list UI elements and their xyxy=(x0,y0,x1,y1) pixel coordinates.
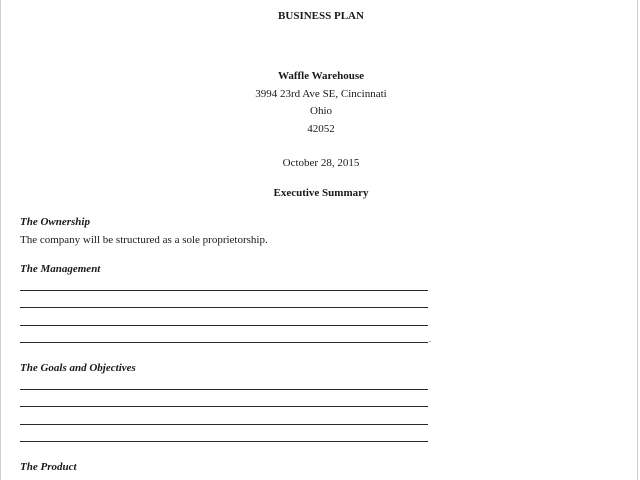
company-street-address: 3994 23rd Ave SE, Cincinnati xyxy=(255,88,387,100)
document-title: BUSINESS PLAN xyxy=(278,10,364,22)
goals-heading: The Goals and Objectives xyxy=(20,362,136,374)
product-heading: The Product xyxy=(20,461,77,473)
document-date: October 28, 2015 xyxy=(282,157,360,169)
goals-line-3[interactable] xyxy=(20,424,428,425)
company-state: Ohio xyxy=(310,105,332,117)
management-line-3[interactable] xyxy=(20,325,428,326)
management-heading: The Management xyxy=(20,263,101,275)
goals-line-4[interactable] xyxy=(20,441,428,442)
company-name: Waffle Warehouse xyxy=(277,70,365,82)
ownership-heading: The Ownership xyxy=(20,216,90,228)
goals-line-2[interactable] xyxy=(20,406,428,407)
management-line-1[interactable] xyxy=(20,290,428,291)
executive-summary-heading: Executive Summary xyxy=(273,187,369,199)
management-line-4[interactable] xyxy=(20,342,428,343)
goals-line-1[interactable] xyxy=(20,389,428,390)
company-zip: 42052 xyxy=(307,123,335,135)
management-line-2[interactable] xyxy=(20,307,428,308)
management-end-mark: . xyxy=(429,334,432,344)
ownership-text: The company will be structured as a sole proprietorship. xyxy=(20,234,268,246)
